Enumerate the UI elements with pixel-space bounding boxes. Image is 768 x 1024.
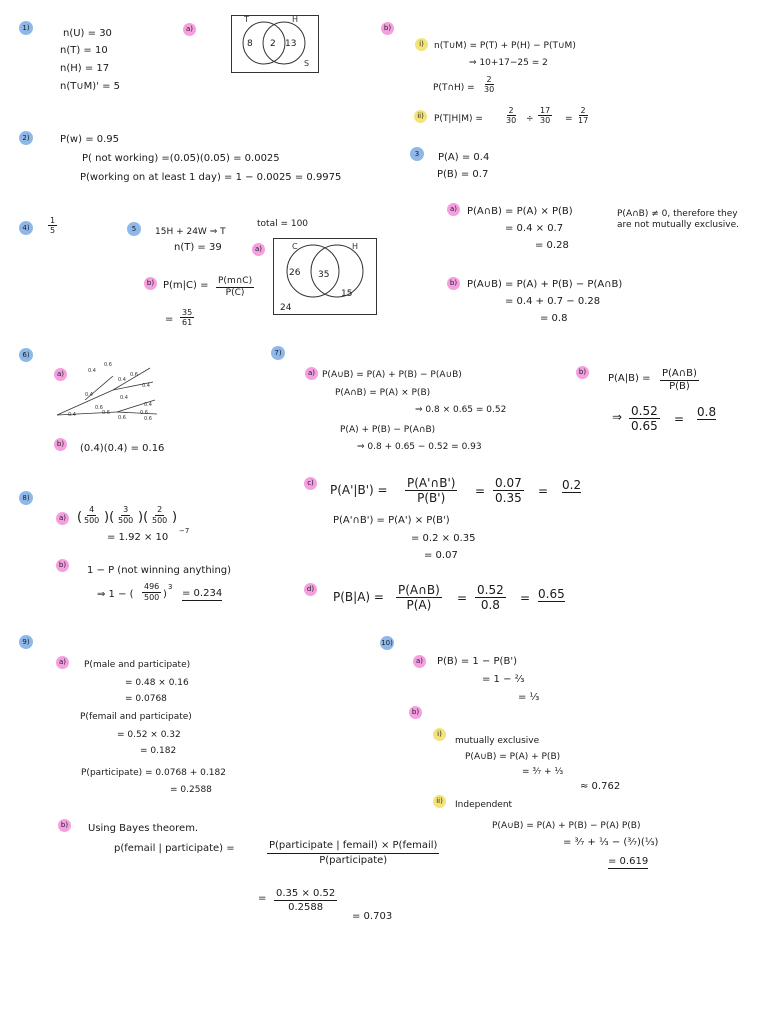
q9-a-line-8: = 0.2588 [170, 785, 212, 795]
q7-a-line-5: ⇒ 0.8 + 0.65 − 0.52 = 0.93 [357, 442, 482, 452]
q7-b-arrow: ⇒ [612, 410, 623, 424]
q1-line-2: n(T) = 10 [60, 45, 108, 56]
q7-c-frac-num: P(A'∩B') [407, 476, 456, 490]
q9-a-line-7: P(participate) = 0.0768 + 0.182 [81, 768, 226, 778]
q5-part-a-marker: a) [252, 243, 265, 256]
q9-a-line-4: P(femail and participate) [80, 712, 192, 722]
q6-tree-label: 0.6 [144, 416, 152, 422]
q8-a-fraction-1 [84, 505, 99, 526]
q10-b-i-line-1: P(A∪B) = P(A) + P(B) [465, 752, 561, 762]
question-10-marker: 10) [380, 636, 394, 650]
q6-tree-label: 0.6 [102, 410, 110, 416]
q8-a-fraction-3 [152, 505, 167, 526]
q5-venn-only-h: 15 [341, 289, 353, 299]
q3-a-line-1: P(A∩B) = P(A) × P(B) [467, 206, 573, 217]
q3-line-1: P(A) = 0.4 [438, 152, 490, 163]
q1-b-ii-eq: = [565, 114, 573, 124]
q8-a-paren-2: )( [104, 510, 115, 525]
q1-line-4: n(T∪M)' = 5 [60, 81, 121, 92]
q8-a-f1-num: 4 [89, 505, 95, 514]
question-2-marker: 2) [19, 131, 33, 145]
q10-b-i-line-3: ≈ 0.762 [580, 781, 621, 792]
q3-note-1: P(A∩B) ≠ 0, therefore they [617, 209, 738, 219]
q5-b-frac-den: P(C) [225, 288, 245, 298]
q3-line-2: P(B) = 0.7 [437, 169, 489, 180]
q5-b-eq: = [165, 314, 174, 325]
q1-b-ii-f1-den: 30 [506, 116, 517, 125]
q7-b-f2-den: 0.65 [631, 419, 658, 433]
q6-tree-label: 0.4 [118, 377, 126, 383]
q9-a-line-1: P(male and participate) [84, 660, 191, 670]
q1-b-ii-f2-den: 30 [540, 116, 551, 125]
q7-c-eq-2: = [538, 484, 549, 498]
q1-venn-label-t: T [244, 15, 249, 24]
q1-b-ii-lhs: P(T|H|M) = [434, 114, 483, 124]
q1-part-a-marker: a) [183, 23, 196, 36]
q9-b-lhs: p(femail | participate) = [114, 843, 235, 854]
q7-c-f2-den: 0.35 [495, 491, 522, 505]
q7-c-lhs: P(A'|B') = [330, 483, 388, 497]
q8-a-f1-den: 500 [84, 516, 100, 525]
q7-b-eq: = [674, 412, 685, 426]
q10-a-line-3: = ¹⁄₃ [518, 692, 540, 703]
q8-a-f3-den: 500 [152, 516, 168, 525]
q8-a-f3-num: 2 [157, 505, 163, 514]
q7-part-c-marker: c) [304, 477, 317, 490]
q8-a-paren-4: ) [172, 510, 178, 525]
q1-b-ii-frac-2 [538, 106, 552, 125]
q8-b-line-1: 1 − P (not winning anything) [87, 565, 232, 576]
q5-venn-label-h: H [352, 242, 359, 251]
q7-c-line-2: P(A'∩B') = P(A') × P(B') [333, 515, 450, 526]
q7-d-eq-1: = [457, 591, 468, 605]
q6-tree-diagram [55, 360, 165, 420]
q5-venn-label-c: C [292, 242, 298, 251]
q7-c-line-4: = 0.07 [424, 550, 458, 561]
q1-b-ii-f2-num: 17 [540, 106, 551, 115]
q10-b-ii-line-3: = 0.619 [608, 856, 649, 867]
q10-b-ii-label: Independent [455, 800, 513, 810]
q9-b-fraction [267, 839, 439, 868]
q7-b-result: 0.8 [697, 405, 717, 419]
q1-venn-both: 2 [270, 39, 276, 49]
q6-tree-label: 0.6 [95, 405, 103, 411]
q5-b-result [180, 308, 194, 327]
q8-a-f2-num: 3 [123, 505, 129, 514]
q7-d-result: 0.65 [538, 587, 565, 601]
q7-a-line-3: ⇒ 0.8 × 0.65 = 0.52 [415, 405, 507, 415]
q7-a-line-4: P(A) + P(B) − P(A∩B) [340, 425, 436, 435]
q9-b-f2-den: 0.2588 [288, 902, 324, 913]
q3-b-line-2: = 0.4 + 0.7 − 0.28 [505, 296, 601, 307]
q3-part-b-marker: b) [447, 277, 460, 290]
q9-a-line-6: = 0.182 [140, 746, 177, 756]
q8-b-line-2-pre: ⇒ 1 − ( [97, 589, 134, 600]
q7-b-f2-num: 0.52 [631, 404, 658, 418]
q6-tree-label: 0.4 [68, 412, 76, 418]
q7-a-line-2: P(A∩B) = P(A) × P(B) [335, 388, 431, 398]
q7-c-result: 0.2 [562, 478, 582, 492]
q9-a-line-5: = 0.52 × 0.32 [117, 730, 181, 740]
question-5-marker: 5 [127, 222, 141, 236]
q9-part-b-marker: b) [58, 819, 71, 832]
q7-b-fraction [660, 368, 699, 393]
q7-d-f2-num: 0.52 [477, 583, 504, 597]
q1-venn-only-t: 8 [247, 39, 253, 49]
q8-a-paren-3: )( [138, 510, 149, 525]
q7-d-fraction-2 [475, 583, 506, 612]
q7-b-fraction-2 [629, 404, 660, 433]
q5-b-fraction [216, 276, 254, 299]
q10-b-i-label: mutually exclusive [455, 736, 540, 746]
q7-c-fraction [405, 476, 457, 505]
q1-venn-only-h: 13 [285, 39, 297, 49]
q7-b-frac-den: P(B) [669, 381, 690, 392]
q7-c-line-3: = 0.2 × 0.35 [411, 533, 476, 544]
q2-line-3: P(working on at least 1 day) = 1 − 0.0025 = 0.9975 [80, 172, 342, 183]
q1-b-ii-marker: ii) [414, 110, 427, 123]
q10-b-i-line-2: = ³⁄₇ + ¹⁄₃ [522, 767, 564, 777]
q1-part-b-marker: b) [381, 22, 394, 35]
q8-b-exponent: 3 [168, 583, 173, 591]
q6-tree-label: 0.6 [104, 362, 112, 368]
question-4-marker: 4) [19, 221, 33, 235]
q7-b-lhs: P(A|B) = [608, 373, 651, 384]
q10-b-ii-line-1: P(A∪B) = P(A) + P(B) − P(A) P(B) [492, 821, 641, 831]
q7-d-lhs: P(B|A) = [333, 590, 384, 604]
q5-b-lhs: P(m|C) = [163, 280, 209, 291]
q8-b-frac-den: 500 [144, 593, 160, 602]
q8-a-paren-1: ( [77, 510, 83, 525]
q6-part-b-marker: b) [54, 438, 67, 451]
q1-b-i-line-1: n(T∪M) = P(T) + P(H) − P(T∪M) [434, 41, 576, 51]
q1-b-ii-op: ÷ [526, 114, 534, 124]
q7-d-frac-num: P(A∩B) [398, 583, 440, 597]
q9-b-eq-1: = [258, 893, 267, 904]
q10-part-a-marker: a) [413, 655, 426, 668]
q9-b-f2-num: 0.35 × 0.52 [276, 888, 336, 899]
q6-tree-label: 0.4 [142, 383, 150, 389]
q7-a-line-1: P(A∪B) = P(A) + P(B) − P(A∪B) [322, 370, 462, 380]
q7-d-eq-2: = [520, 591, 531, 605]
q3-b-line-1: P(A∪B) = P(A) + P(B) − P(A∩B) [467, 279, 623, 290]
question-9-marker: 9) [19, 635, 33, 649]
q7-d-f2-den: 0.8 [480, 598, 500, 612]
q5-b-result-den: 61 [182, 318, 193, 327]
q5-line-1: 15H + 24W ⇒ T [155, 227, 226, 237]
q8-a-f2-den: 500 [118, 516, 134, 525]
q8-a-exponent: −7 [179, 527, 190, 535]
q6-tree-label: 0.4 [144, 402, 152, 408]
q5-venn-only-c: 26 [289, 268, 301, 278]
q9-b-line-1: Using Bayes theorem. [88, 823, 199, 834]
question-3-marker: 3 [410, 147, 424, 161]
q1-b-ii-f1-num: 2 [508, 106, 514, 115]
q5-total: total = 100 [257, 219, 309, 229]
q4-fraction [48, 216, 57, 235]
q7-c-eq-1: = [475, 484, 486, 498]
q3-note-2: are not mutually exclusive. [617, 220, 740, 230]
q9-b-result: = 0.703 [352, 911, 393, 922]
q5-part-b-marker: b) [144, 277, 157, 290]
q1-b-i-marker: i) [415, 38, 428, 51]
q6-b-line: (0.4)(0.4) = 0.16 [80, 443, 165, 454]
q1-venn-label-h: H [292, 15, 299, 24]
q6-tree-label: 0.6 [130, 372, 138, 378]
q3-part-a-marker: a) [447, 203, 460, 216]
q8-a-result: = 1.92 × 10 [107, 532, 169, 543]
q6-tree-label: 0.4 [88, 368, 96, 374]
q3-b-line-3: = 0.8 [540, 313, 568, 324]
q2-line-2: P( not working) =(0.05)(0.05) = 0.0025 [82, 153, 280, 164]
q8-b-result: = 0.234 [182, 588, 223, 599]
q10-b-i-marker: i) [433, 728, 446, 741]
q9-a-line-2: = 0.48 × 0.16 [125, 678, 189, 688]
q6-part-a-marker: a) [54, 368, 67, 381]
question-1-marker: 1) [19, 21, 33, 35]
q1-b-ii-frac-3 [578, 106, 588, 125]
q1-venn-label-s: S [304, 59, 310, 68]
q1-b-i-fraction [484, 75, 494, 94]
q6-tree-label: 0.6 [140, 410, 148, 416]
q8-b-fraction [142, 582, 161, 603]
q10-a-line-1: P(B) = 1 − P(B') [437, 656, 517, 667]
q10-b-ii-marker: ii) [433, 795, 446, 808]
q9-b-frac-num: P(participate | femail) × P(femail) [267, 839, 439, 854]
q4-frac-den: 5 [50, 226, 56, 235]
q2-line-1: P(w) = 0.95 [60, 134, 120, 145]
question-6-marker: 6) [19, 348, 33, 362]
q1-b-i-frac-num: 2 [486, 75, 492, 84]
q1-line-3: n(H) = 17 [60, 63, 110, 74]
q9-a-line-3: = 0.0768 [125, 694, 167, 704]
q9-b-frac-den: P(participate) [319, 855, 388, 866]
q5-b-result-num: 35 [182, 308, 193, 317]
q5-b-frac-num: P(m∩C) [218, 276, 253, 286]
q8-a-fraction-2 [118, 505, 133, 526]
q10-a-line-2: = 1 − ²⁄₃ [482, 674, 525, 685]
q5-venn-outside: 24 [280, 303, 292, 313]
q7-c-frac-den: P(B') [417, 491, 446, 505]
q1-b-ii-f3-num: 2 [580, 106, 586, 115]
q8-part-b-marker: b) [56, 559, 69, 572]
question-8-marker: 8) [19, 491, 33, 505]
q10-b-ii-line-2: = ³⁄₇ + ¹⁄₃ − (³⁄₇)(¹⁄₃) [563, 837, 659, 848]
q7-part-a-marker: a) [305, 367, 318, 380]
q8-b-frac-num: 496 [144, 582, 160, 591]
q4-frac-num: 1 [50, 216, 56, 225]
q10-part-b-marker: b) [409, 706, 422, 719]
q1-line-1: n(U) = 30 [63, 28, 112, 39]
q3-a-line-3: = 0.28 [535, 240, 569, 251]
q6-tree-label: 0.6 [118, 415, 126, 421]
q5-venn-both: 35 [318, 270, 330, 280]
q1-b-ii-frac-1 [506, 106, 516, 125]
q7-c-fraction-2 [493, 476, 524, 505]
q7-part-b-marker: b) [576, 366, 589, 379]
q1-b-i-frac-den: 30 [484, 85, 495, 94]
q1-b-ii-f3-den: 17 [578, 116, 589, 125]
q1-b-i-line-3-lhs: P(T∩H) = [433, 83, 475, 93]
q9-part-a-marker: a) [56, 656, 69, 669]
q9-b-fraction-2 [274, 887, 337, 914]
q6-tree-label: 0.4 [120, 395, 128, 401]
question-7-marker: 7) [271, 346, 285, 360]
q7-d-frac-den: P(A) [406, 598, 432, 612]
q7-c-f2-num: 0.07 [495, 476, 522, 490]
q1-b-i-line-2: ⇒ 10+17−25 = 2 [469, 58, 548, 68]
q7-d-fraction [396, 583, 442, 612]
q8-b-line-2-post: ) [163, 589, 167, 600]
q7-part-d-marker: d) [304, 583, 317, 596]
q6-tree-label: 0.4 [85, 392, 93, 398]
q3-a-line-2: = 0.4 × 0.7 [505, 223, 564, 234]
q5-line-2: n(T) = 39 [174, 242, 222, 253]
q7-b-frac-num: P(A∩B) [662, 368, 697, 379]
q8-part-a-marker: a) [56, 512, 69, 525]
